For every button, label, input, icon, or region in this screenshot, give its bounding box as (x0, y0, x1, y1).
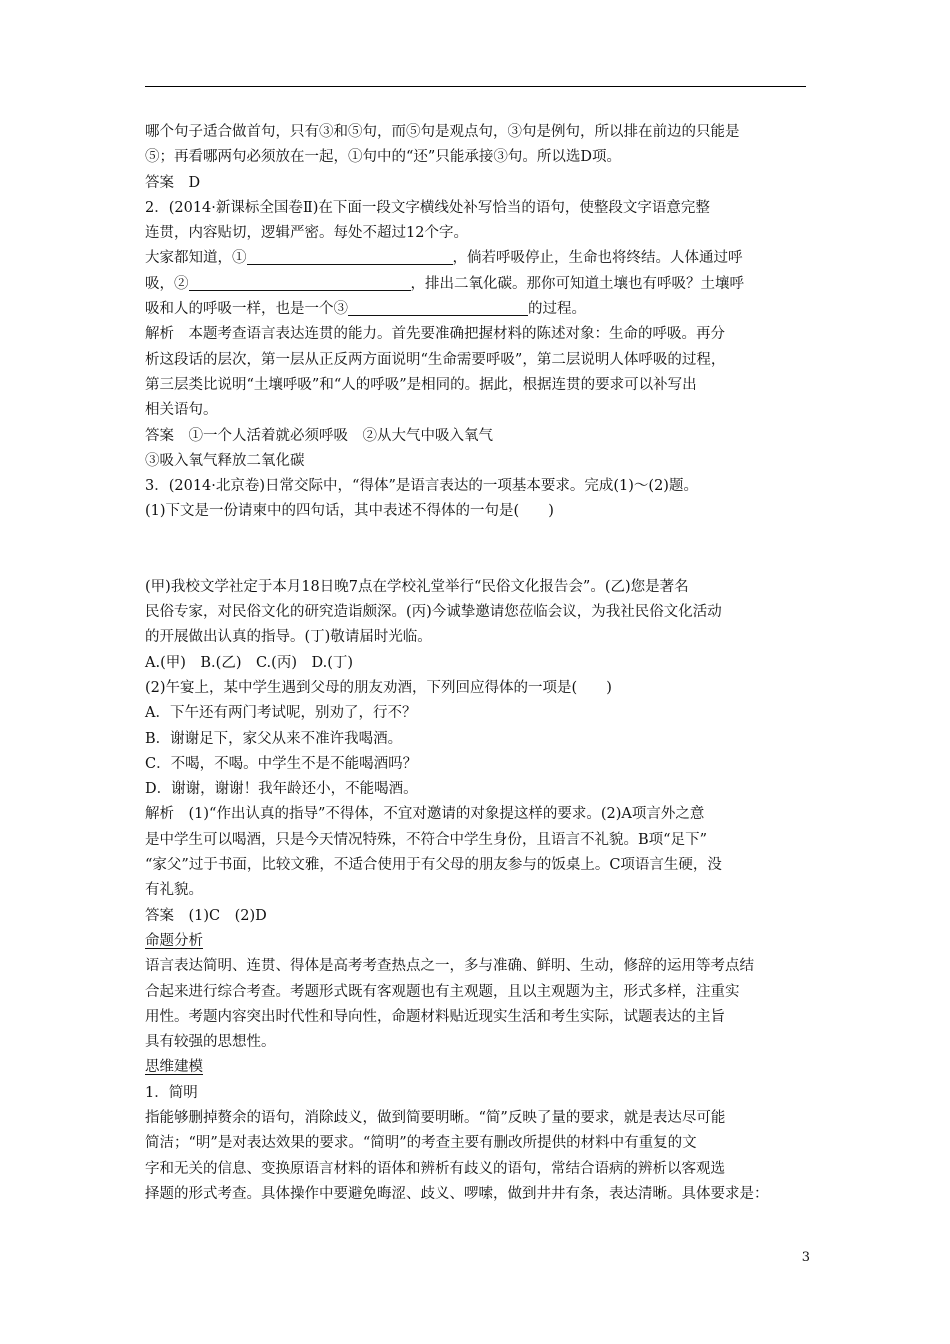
option-a: A．下午还有两门考试呢，别劝了，行不？ (145, 705, 417, 722)
text-line: 的开展做出认真的指导。(丁)敬请届时光临。 (145, 629, 432, 646)
answer-line: 答案 D (145, 174, 201, 191)
option-b: B．谢谢足下，家父从来不准许我喝酒。 (145, 730, 403, 747)
spacer (145, 525, 810, 575)
text-line: 合起来进行综合考查。考题形式既有客观题也有主观题，且以主观题为主，形式多样，注重实 (145, 983, 740, 1000)
question-2-heading: 2．(2014·新课标全国卷Ⅱ)在下面一段文字横线处补写恰当的语句，使整段文字语意完整 (145, 199, 710, 216)
text-span: 的过程。 (528, 301, 586, 318)
text-span: ，倘若呼吸停止，生命也将终结。人体通过呼 (452, 250, 743, 267)
text-line: 用性。考题内容突出时代性和导向性，命题材料贴近现实生活和考生实际，试题表达的主旨 (145, 1008, 725, 1025)
answer-blank-2[interactable] (189, 274, 411, 291)
text-line: 民俗专家，对民俗文化的研究造诣颇深。(丙)今诚挚邀请您莅临会议，为我社民俗文化活动 (145, 604, 722, 621)
text-line: 指能够删掉赘余的语句，消除歧义，做到简要明晰。“简”反映了量的要求，就是表达尽可能 (145, 1109, 726, 1126)
header-rule (145, 86, 806, 87)
sub-question-1: (1)下文是一份请柬中的四句话，其中表述不得体的一句是( ) (145, 503, 554, 520)
answer-blank-1[interactable] (247, 248, 453, 265)
text-line: “家父”过于书面，比较文雅，不适合使用于有父母的朋友参与的饭桌上。C项语言生硬，没 (145, 857, 722, 874)
text-line: 具有较强的思想性。 (145, 1034, 276, 1051)
page-content (145, 120, 810, 1207)
text-span: 吸和人的呼吸一样，也是一个③ (145, 301, 348, 318)
text-line: 语言表达简明、连贯、得体是高考考查热点之一，多与准确、鲜明、生动，修辞的运用等考点结 (145, 958, 754, 975)
section-heading-modeling: 思维建模 (145, 1059, 203, 1076)
text-line: ③吸入氧气释放二氧化碳 (145, 452, 305, 469)
text-span: 吸，② (145, 275, 189, 292)
answer-line: 答案 ①一个人活着就必须呼吸 ②从大气中吸入氧气 (145, 427, 493, 444)
text-line: 择题的形式考查。具体操作中要避免晦涩、歧义、啰嗦，做到井井有条，表达清晰。具体要求是： (145, 1185, 769, 1202)
text-line: 析这段话的层次，第一层从正反两方面说明“生命需要呼吸”，第二层说明人体呼吸的过程， (145, 351, 726, 368)
text-line: 相关语句。 (145, 402, 218, 419)
subsection-heading: 1．简明 (145, 1084, 198, 1101)
text-line: (甲)我校文学社定于本月18日晚7点在学校礼堂举行“民俗文化报告会”。(乙)您是著名 (145, 578, 689, 595)
text-line: ⑤；再看哪两句必须放在一起，①句中的“还”只能承接③句。所以选D项。 (145, 149, 621, 166)
option-d: D．谢谢，谢谢！我年龄还小，不能喝酒。 (145, 781, 418, 798)
analysis-line: 解析 本题考查语言表达连贯的能力。首先要准确把握材料的陈述对象：生命的呼吸。再分 (145, 326, 725, 343)
page-number: 3 (801, 1250, 810, 1265)
fill-in-line-2 (145, 272, 810, 297)
question-3-heading: 3．(2014·北京卷)日常交际中，“得体”是语言表达的一项基本要求。完成(1)～(2)题。 (145, 478, 698, 495)
analysis-line: 解析 (1)“作出认真的指导”不得体，不宜对邀请的对象提这样的要求。(2)A项言外之意 (145, 806, 705, 823)
text-span: ，排出二氧化碳。那你可知道土壤也有呼吸？土壤呼 (410, 275, 744, 292)
text-line: 字和无关的信息、变换原语言材料的语体和辨析有歧义的语句，常结合语病的辨析以客观选 (145, 1160, 725, 1177)
sub-question-2: (2)午宴上，某中学生遇到父母的朋友劝酒，下列回应得体的一项是( ) (145, 679, 612, 696)
fill-in-line-3 (145, 297, 810, 322)
text-line: 简洁；“明”是对表达效果的要求。“简明”的考查主要有删改所提供的材料中有重复的文 (145, 1135, 697, 1152)
text-line: 哪个句子适合做首句，只有③和⑤句，而⑤句是观点句，③句是例句，所以排在前边的只能是 (145, 124, 740, 140)
section-heading-analysis: 命题分析 (145, 932, 203, 949)
option-c: C．不喝，不喝。中学生不是不能喝酒吗？ (145, 755, 418, 772)
answer-blank-3[interactable] (348, 299, 528, 316)
options-line: A.(甲) B.(乙) C.(丙) D.(丁) (145, 654, 354, 671)
text-line: 有礼貌。 (145, 882, 203, 899)
text-line: 第三层类比说明“土壤呼吸”和“人的呼吸”是相同的。据此，根据连贯的要求可以补写出 (145, 376, 697, 393)
text-span: 大家都知道，① (145, 250, 247, 267)
fill-in-line-1 (145, 246, 810, 271)
text-line: 连贯，内容贴切，逻辑严密。每处不超过12个字。 (145, 225, 468, 242)
text-line: 是中学生可以喝酒，只是今天情况特殊，不符合中学生身份，且语言不礼貌。B项“足下” (145, 831, 707, 848)
answer-line: 答案 (1)C (2)D (145, 907, 267, 924)
